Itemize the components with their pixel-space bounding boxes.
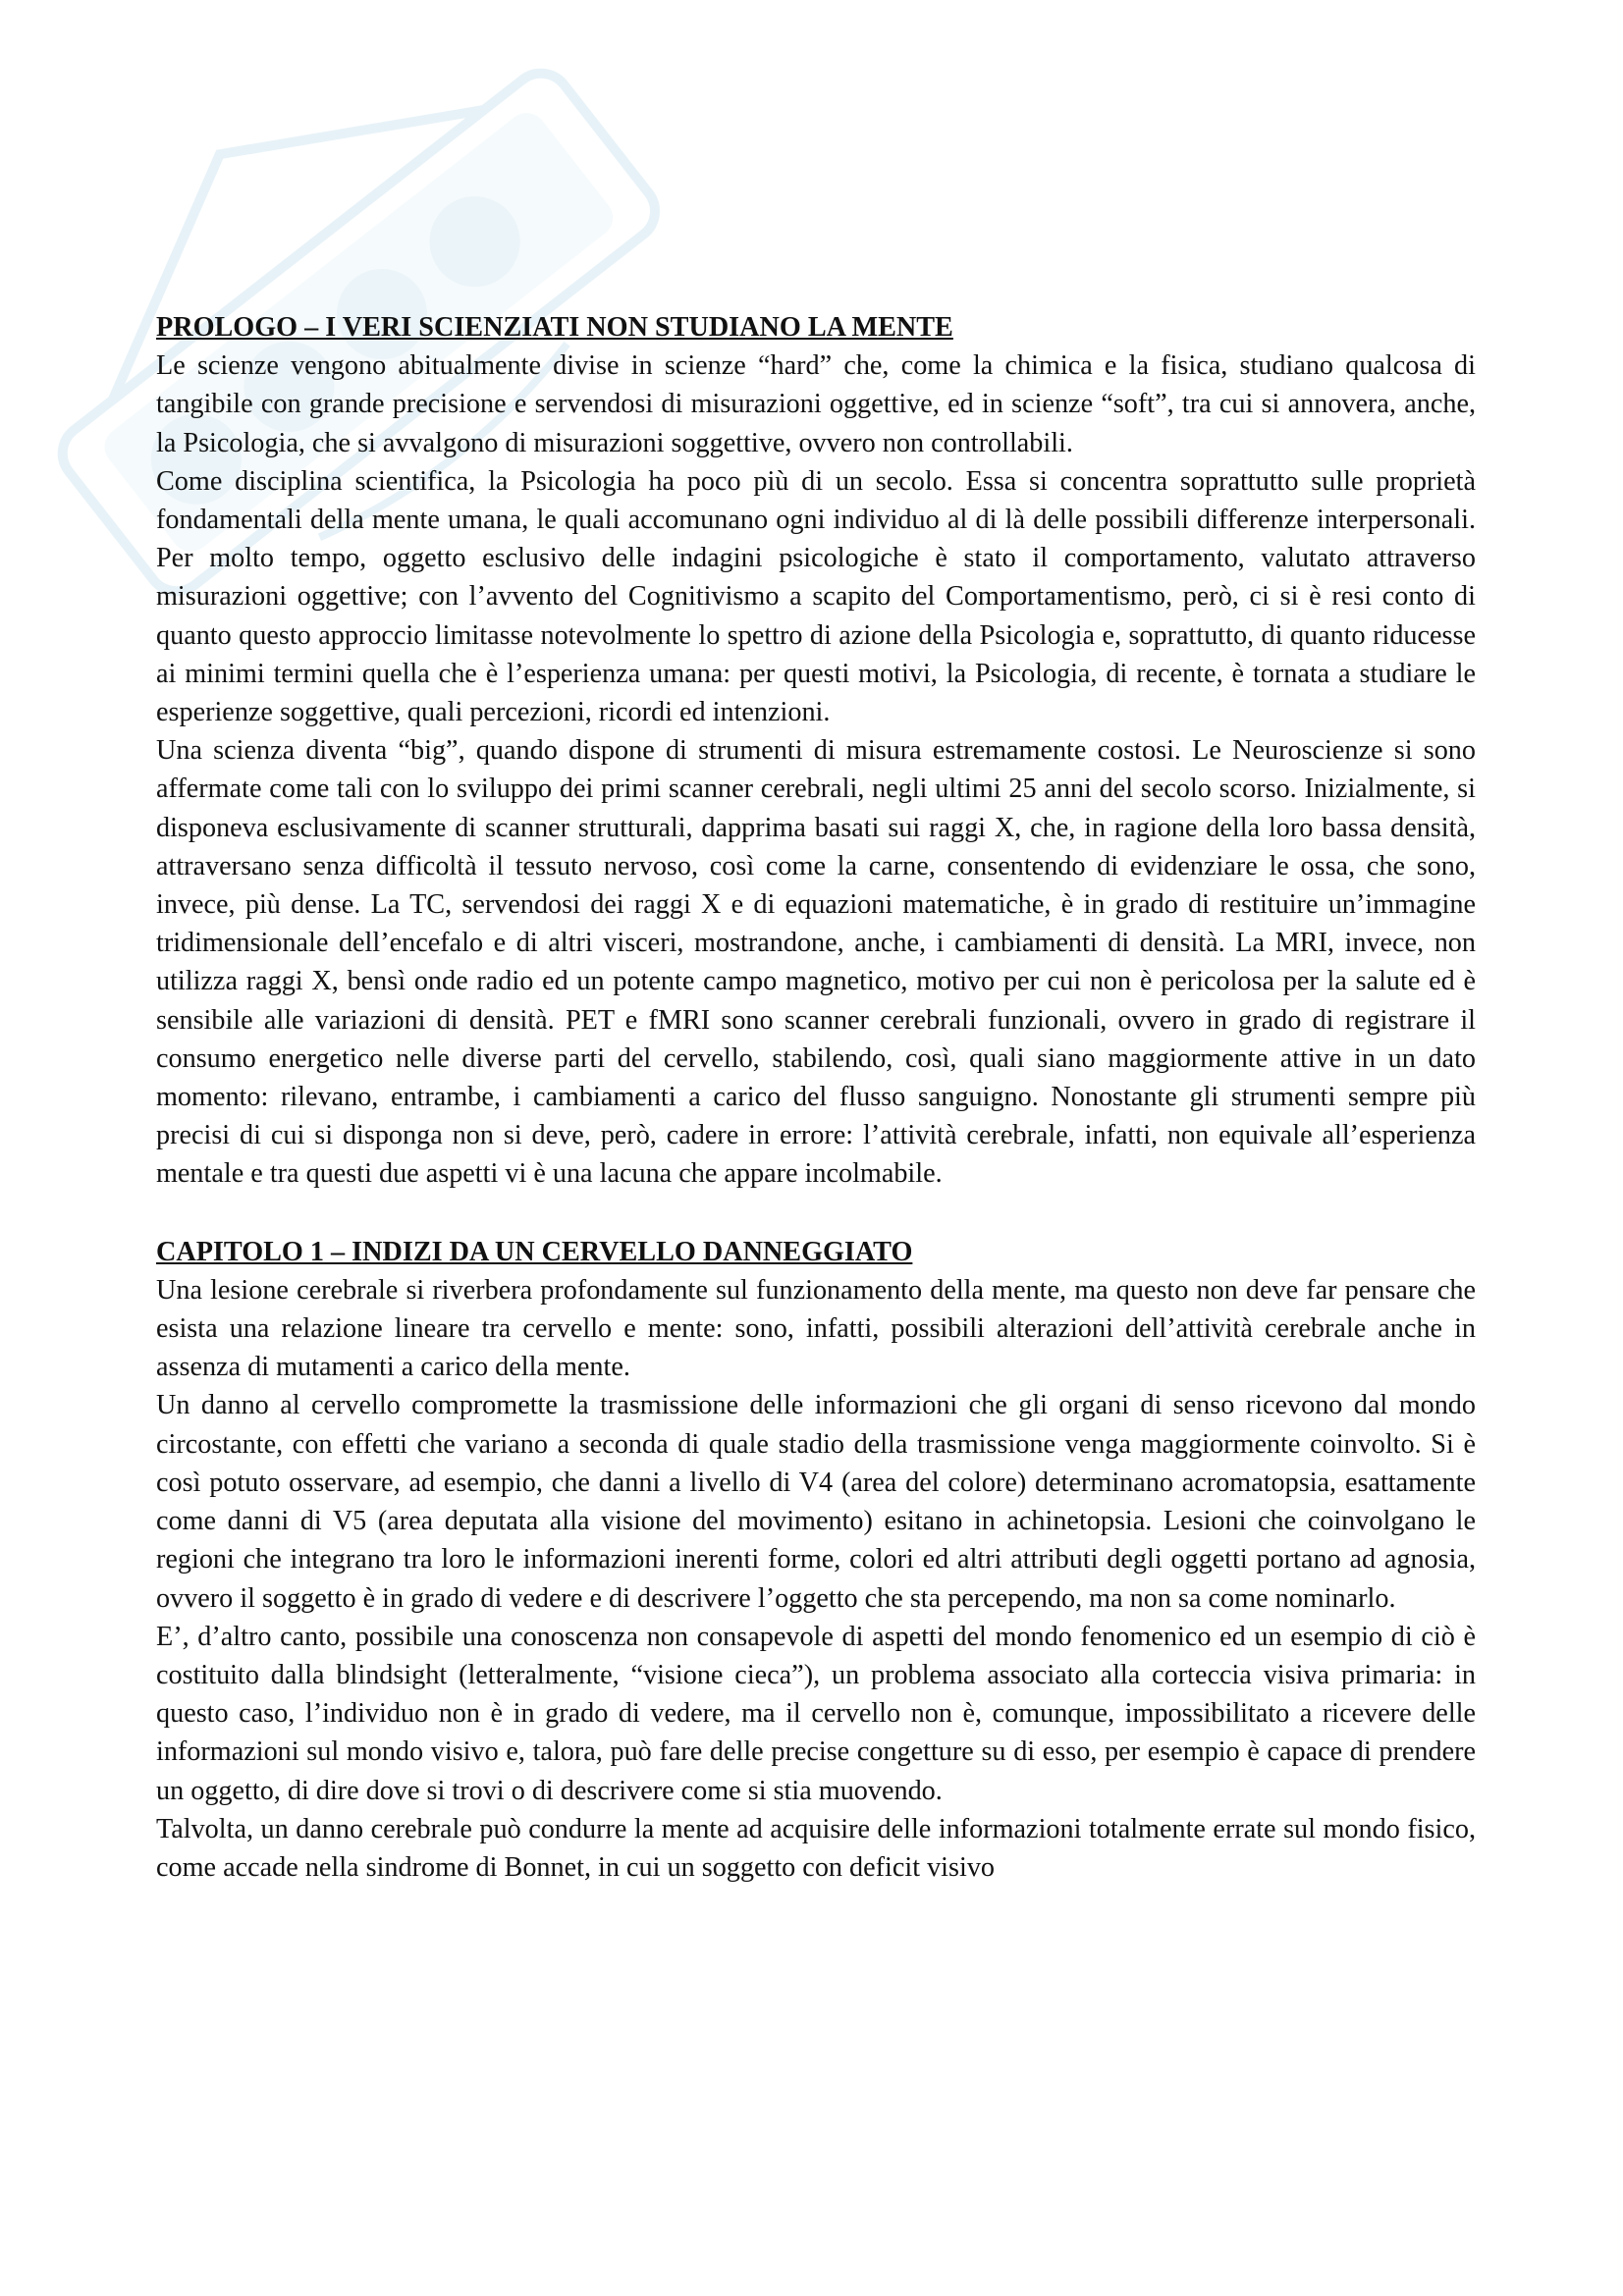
paragraph: Una scienza diventa “big”, quando dispone di strumenti di misura estremamente costosi. Le Neuroscienze si sono affermate come tali con lo sviluppo dei primi scanner cerebrali, negli ultimi 25 anni del secolo scorso. Inizialmente, si disponeva esclusivamente di scanner strutturali, dapprima basati sui raggi X, che, in ragione della loro bassa densità, attraversano senza difficoltà il tessuto nervoso, così come la carne, consentendo di evidenziare le ossa, che sono, invece, più dense. La TC, servendosi dei raggi X e di equazioni matematiche, è in grado di restituire un’immagine tridimensionale dell’encefalo e di altri visceri, mostrandone, anche, i cambiamenti di densità. La MRI, invece, non utilizza raggi X, bensì onde radio ed un potente campo magnetico, motivo per cui non è pericolosa per la salute ed è sensibile alle variazioni di densità. PET e fMRI sono scanner cerebrali funzionali, ovvero in grado di registrare il consumo energetico nelle diverse parti del cervello, stabilendo, così, quali siano maggiormente attive in un dato momento: rilevano, entrambe, i cambiamenti a carico del flusso sanguigno. Nonostante gli strumenti sempre più precisi di cui si disponga non si deve, però, cadere in errore: l’attività cerebrale, infatti, non equivale all’esperienza mentale e tra questi due aspetti vi è una lacuna che appare incolmabile. [156,735,1476,1190]
paragraph: E’, d’altro canto, possibile una conoscenza non consapevole di aspetti del mondo fenomenico ed un esempio di ciò è costituito dalla blindsight (letteralmente, “visione cieca”), un problema associato alla corteccia visiva primaria: in questo caso, l’individuo non è in grado di vedere, ma il cervello non è, comunque, impossibilitato a ricevere delle informazioni sul mondo visivo e, talora, può fare delle precise congetture su di esso, per esempio è capace di prendere un oggetto, di dire dove si trovi o di descrivere come si stia muovendo. [156,1621,1476,1806]
section-title: CAPITOLO 1 – INDIZI DA UN CERVELLO DANNEGGIATO [156,1236,913,1267]
document-body [156,308,1476,1887]
paragraph: Talvolta, un danno cerebrale può condurre la mente ad acquisire delle informazioni totalmente errate sul mondo fisico, come accade nella sindrome di Bonnet, in cui un soggetto con deficit visivo [156,1813,1476,1883]
paragraph: Le scienze vengono abitualmente divise in scienze “hard” che, come la chimica e la fisica, studiano qualcosa di tangibile con grande precisione e servendosi di misurazioni oggettive, ed in scienze “soft”, tra cui si annovera, anche, la Psicologia, che si avvalgono di misurazioni soggettive, ovvero non controllabili. [156,350,1476,458]
paragraph: Un danno al cervello compromette la trasmissione delle informazioni che gli organi di senso ricevono dal mondo circostante, con effetti che variano a seconda di quale stadio della trasmissione venga maggiormente coinvolto. Si è così potuto osservare, ad esempio, che danni a livello di V4 (area del colore) determinano acromatopsia, esattamente come danni di V5 (area deputata alla visione del movimento) esitano in achinetopsia. Lesioni che coinvolgano le regioni che integrano tra loro le informazioni inerenti forme, colori ed altri attributi degli oggetti portano ad agnosia, ovvero il soggetto è in grado di vedere e di descrivere l’oggetto che sta percependo, ma non sa come nominarlo. [156,1390,1476,1614]
section-prologo [156,308,1476,1194]
paragraph: Come disciplina scientifica, la Psicologia ha poco più di un secolo. Essa si concentra soprattutto sulle proprietà fondamentali della mente umana, le quali accomunano ogni individuo al di là delle possibili differenze interpersonali. Per molto tempo, oggetto esclusivo delle indagini psicologiche è stato il comportamento, valutato attraverso misurazioni oggettive; con l’avvento del Cognitivismo a scapito del Comportamentismo, però, ci si è resi conto di quanto questo approccio limitasse notevolmente lo spettro di azione della Psicologia e, soprattutto, di quanto riducesse ai minimi termini quella che è l’esperienza umana: per questi motivi, la Psicologia, di recente, è tornata a studiare le esperienze soggettive, quali percezioni, ricordi ed intenzioni. [156,465,1476,728]
section-capitolo-1 [156,1233,1476,1887]
section-title: PROLOGO – I VERI SCIENZIATI NON STUDIANO LA MENTE [156,312,953,343]
paragraph: Una lesione cerebrale si riverbera profondamente sul funzionamento della mente, ma questo non deve far pensare che esista una relazione lineare tra cervello e mente: sono, infatti, possibili alterazioni dell’attività cerebrale anche in assenza di mutamenti a carico della mente. [156,1274,1476,1383]
